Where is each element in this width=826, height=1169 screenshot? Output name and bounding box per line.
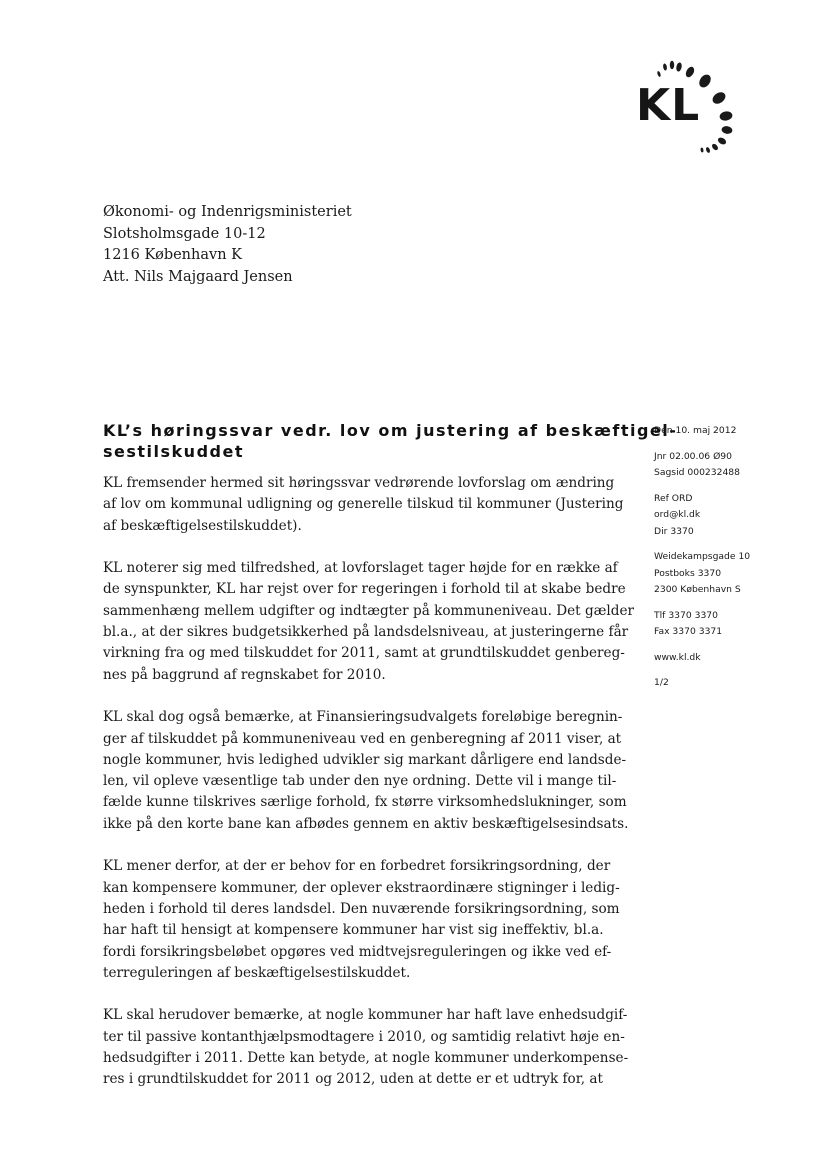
- meta-date-group: [654, 423, 750, 440]
- body-line: hedsudgifter i 2011. Dette kan betyde, at nogle kommuner underkompense-: [103, 1050, 629, 1067]
- letter-meta-column: [654, 423, 750, 701]
- body-line: ikke på den korte bane kan afbødes gennem en aktiv beskæftigelsesindsats.: [103, 815, 629, 832]
- recipient-address: [103, 202, 352, 288]
- body-line: bl.a., at der sikres budgetsikkerhed på landsdelsniveau, at justeringerne får: [103, 624, 629, 641]
- recipient-line: Økonomi- og Indenrigsministeriet: [103, 204, 352, 220]
- sender-postbox: Postboks 3370: [654, 567, 722, 579]
- body-line: de synspunkter, KL har rejst over for regeringen i forhold til at skabe bedre: [103, 581, 626, 598]
- subject-line: sestilskuddet: [103, 442, 244, 461]
- body-line: af lov om kommunal udligning og generelle tilskud til kommuner (Justering: [103, 496, 624, 513]
- kl-logo-text: KL: [636, 80, 701, 131]
- body-line: har haft til hensigt at kompensere kommuner har vist sig ineffektiv, bl.a.: [103, 922, 604, 939]
- letter-subject: [103, 420, 678, 462]
- subject-line: KL’s høringssvar vedr. lov om justering af beskæftigel-: [103, 421, 678, 440]
- body-line: KL mener derfor, at der er behov for en forbedret forsikringsordning, der: [103, 858, 611, 875]
- body-line: ter til passive kontanthjælpsmodtagere i 2010, og samtidig relativt høje en-: [103, 1028, 625, 1045]
- paragraph: [103, 1005, 629, 1090]
- recipient-line: Slotsholmsgade 10-12: [103, 225, 266, 242]
- body-line: KL skal herudover bemærke, at nogle kommuner har haft lave enhedsudgif-: [103, 1007, 628, 1024]
- reference-initials: Ref ORD: [654, 492, 693, 504]
- body-line: KL fremsender hermed sit høringssvar vedrørende lovforslag om ændring: [103, 475, 615, 491]
- body-line: fælde kunne tilskrives særlige forhold, fx større virksomhedslukninger, som: [103, 794, 627, 811]
- direct-phone: Dir 3370: [654, 525, 694, 537]
- body-line: fordi forsikringsbeløbet opgøres ved midtvejsreguleringen og ikke ved ef-: [103, 943, 612, 960]
- meta-contact-group: [654, 491, 750, 541]
- body-line: terreguleringen af beskæftigelsestilskuddet.: [103, 964, 411, 981]
- recipient-line: 1216 København K: [103, 247, 242, 263]
- body-line: af beskæftigelsestilskuddet).: [103, 517, 302, 534]
- sender-city: 2300 København S: [654, 584, 741, 595]
- contact-email: ord@kl.dk: [654, 509, 701, 520]
- sender-fax: Fax 3370 3371: [654, 626, 723, 637]
- body-line: sammenhæng mellem udgifter og indtægter på kommuneniveau. Det gælder: [103, 602, 635, 619]
- meta-phone-group: [654, 608, 750, 641]
- body-line: res i grundtilskuddet for 2011 og 2012, uden at dette er et udtryk for, at: [103, 1071, 603, 1088]
- letter-date: Den 10. maj 2012: [654, 425, 737, 436]
- body-line: len, vil opleve væsentlige tab under den nye ordning. Dette vil i mange til-: [103, 773, 617, 790]
- meta-web-group: [654, 650, 750, 667]
- body-line: kan kompensere kommuner, der oplever ekstraordinære stigninger i ledig-: [103, 879, 620, 896]
- page-number: 1/2: [654, 677, 669, 688]
- body-line: heden i forhold til deres landsdel. Den nuværende forsikringsordning, som: [103, 900, 620, 917]
- body-line: nes på baggrund af regnskabet for 2010.: [103, 666, 386, 683]
- sender-website: www.kl.dk: [654, 651, 701, 663]
- paragraph: [103, 856, 623, 984]
- body-line: nogle kommuner, hvis ledighed udvikler sig markant dårligere end landsde-: [103, 751, 627, 768]
- body-line: KL skal dog også bemærke, at Finansieringsudvalgets foreløbige beregnin-: [103, 709, 623, 726]
- body-line: ger af tilskuddet på kommuneniveau ved en genberegning af 2011 viser, at: [103, 730, 622, 747]
- paragraph: [103, 707, 629, 835]
- body-line: virkning fra og med tilskuddet for 2011, samt at grundtilskuddet genbereg-: [103, 645, 625, 662]
- recipient-line: Att. Nils Majgaard Jensen: [103, 268, 293, 285]
- paragraph: [103, 558, 635, 686]
- sender-phone: Tlf 3370 3370: [654, 609, 719, 621]
- letter-body: [103, 473, 635, 1112]
- meta-reference-group: [654, 449, 750, 482]
- paragraph: [103, 473, 623, 537]
- case-id: Sagsid 000232488: [654, 467, 740, 478]
- meta-address-group: [654, 549, 750, 599]
- sender-street: Weidekampsgade 10: [654, 551, 751, 562]
- body-line: KL noterer sig med tilfredshed, at lovforslaget tager højde for en række af: [103, 560, 618, 577]
- meta-page-group: [654, 675, 750, 692]
- journal-number: Jnr 02.00.06 Ø90: [654, 450, 732, 462]
